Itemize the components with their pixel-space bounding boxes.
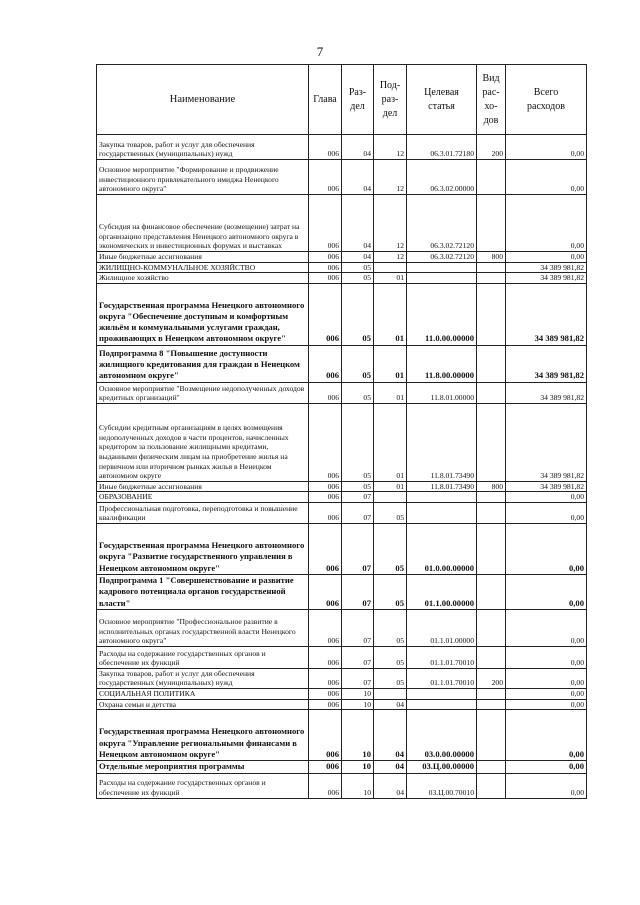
expense-type-cell: 800: [477, 481, 506, 492]
total-cell: 34 389 981,82: [506, 262, 587, 273]
target-cell: 11.8.01.73490: [407, 481, 477, 492]
section-cell: 07: [342, 668, 374, 688]
target-cell: [407, 262, 477, 273]
table-row: [97, 345, 587, 382]
chapter-cell: 006: [309, 710, 342, 761]
table-row: [97, 283, 587, 345]
target-cell: 03.0.00.00000: [407, 710, 477, 761]
expense-type-cell: [477, 523, 506, 574]
expense-type-cell: [477, 262, 506, 273]
section-cell: 07: [342, 609, 374, 646]
header-chapter: Глава: [309, 65, 342, 135]
expense-type-cell: [477, 492, 506, 503]
header-subsection: Под- раз- дел: [374, 65, 407, 135]
expense-type-cell: [477, 646, 506, 668]
section-cell: 07: [342, 502, 374, 523]
expense-type-cell: [477, 283, 506, 345]
chapter-cell: 006: [309, 345, 342, 382]
chapter-cell: 006: [309, 382, 342, 403]
name-cell: Государственная программа Ненецкого автономного округа "Управление региональными финансами в Ненецком автономном округе": [97, 710, 309, 761]
name-cell: Отдельные мероприятия программы: [97, 761, 309, 773]
total-cell: 0,00: [506, 609, 587, 646]
subsection-cell: 01: [374, 283, 407, 345]
section-cell: 07: [342, 523, 374, 574]
name-cell: Основное мероприятие "Формирование и продвижение инвестиционного привлекательного имиджа Ненецкого автономного округа": [97, 160, 309, 195]
name-cell: Государственная программа Ненецкого автономного округа "Развитие государственного управления в Ненецком автономном округе": [97, 523, 309, 574]
target-cell: 11.8.01.00000: [407, 382, 477, 403]
target-cell: 01.0.00.00000: [407, 523, 477, 574]
chapter-cell: 006: [309, 502, 342, 523]
subsection-cell: 05: [374, 609, 407, 646]
name-cell: Субсидии кредитным организациям в целях возмещения недополученных доходов в части процентов, начисленных кредитором за пользование жилищными кредитами, выданными физическим лицам на приобретение жилья на первичном или вторичном рынках жилья в Ненецком автономном округе: [97, 403, 309, 481]
chapter-cell: 006: [309, 252, 342, 263]
name-cell: ОБРАЗОВАНИЕ: [97, 492, 309, 503]
name-cell: ЖИЛИЩНО-КОММУНАЛЬНОЕ ХОЗЯЙСТВО: [97, 262, 309, 273]
table-row: [97, 646, 587, 668]
expense-type-cell: [477, 574, 506, 609]
expense-type-cell: [477, 160, 506, 195]
section-cell: 05: [342, 382, 374, 403]
subsection-cell: 04: [374, 761, 407, 773]
subsection-cell: 01: [374, 382, 407, 403]
table-row: [97, 262, 587, 273]
expense-type-cell: [477, 689, 506, 700]
expense-type-cell: [477, 609, 506, 646]
expense-type-cell: [477, 761, 506, 773]
subsection-cell: 12: [374, 135, 407, 160]
name-cell: Расходы на содержание государственных органов и обеспечение их функций: [97, 646, 309, 668]
name-cell: Основное мероприятие "Профессиональное развитие в исполнительных органах государственной власти Ненецкого автономного округа": [97, 609, 309, 646]
subsection-cell: 04: [374, 773, 407, 798]
table-row: [97, 523, 587, 574]
subsection-cell: 01: [374, 273, 407, 284]
header-expense-type: Вид рас- хо- дов: [477, 65, 506, 135]
expense-type-cell: [477, 195, 506, 252]
expense-type-cell: [477, 699, 506, 710]
target-cell: 06.3.02.72120: [407, 195, 477, 252]
chapter-cell: 006: [309, 195, 342, 252]
name-cell: Государственная программа Ненецкого автономного округа "Обеспечение доступным и комфортным жильём и коммунальными услугами граждан, проживающих в Ненецком автономном округе": [97, 283, 309, 345]
chapter-cell: 006: [309, 403, 342, 481]
section-cell: 05: [342, 283, 374, 345]
section-cell: 04: [342, 135, 374, 160]
target-cell: [407, 273, 477, 284]
section-cell: 05: [342, 262, 374, 273]
chapter-cell: 006: [309, 574, 342, 609]
subsection-cell: 05: [374, 668, 407, 688]
chapter-cell: 006: [309, 689, 342, 700]
section-cell: 05: [342, 403, 374, 481]
expense-type-cell: [477, 773, 506, 798]
total-cell: 0,00: [506, 689, 587, 700]
subsection-cell: 05: [374, 646, 407, 668]
total-cell: 0,00: [506, 761, 587, 773]
expense-type-cell: [477, 403, 506, 481]
table-body: [97, 135, 587, 799]
chapter-cell: 006: [309, 273, 342, 284]
target-cell: 01.1.01.70010: [407, 646, 477, 668]
chapter-cell: 006: [309, 668, 342, 688]
section-cell: 07: [342, 492, 374, 503]
table-row: [97, 195, 587, 252]
target-cell: [407, 699, 477, 710]
subsection-cell: 05: [374, 574, 407, 609]
total-cell: 0,00: [506, 574, 587, 609]
section-cell: 10: [342, 710, 374, 761]
subsection-cell: [374, 262, 407, 273]
total-cell: 0,00: [506, 492, 587, 503]
target-cell: 11.8.01.73490: [407, 403, 477, 481]
table-row: [97, 492, 587, 503]
target-cell: 01.1.00.00000: [407, 574, 477, 609]
section-cell: 04: [342, 160, 374, 195]
subsection-cell: 12: [374, 195, 407, 252]
subsection-cell: 04: [374, 699, 407, 710]
subsection-cell: 12: [374, 252, 407, 263]
total-cell: 34 389 981,82: [506, 345, 587, 382]
section-cell: 05: [342, 273, 374, 284]
table-row: [97, 710, 587, 761]
page-number: 7: [316, 44, 324, 59]
total-cell: 0,00: [506, 502, 587, 523]
total-cell: 0,00: [506, 160, 587, 195]
expense-type-cell: 200: [477, 135, 506, 160]
chapter-cell: 006: [309, 609, 342, 646]
table-row: [97, 403, 587, 481]
expense-type-cell: [477, 382, 506, 403]
subsection-cell: 01: [374, 345, 407, 382]
name-cell: Закупка товаров, работ и услуг для обеспечения государственных (муниципальных) нужд: [97, 668, 309, 688]
table-row: [97, 382, 587, 403]
total-cell: 0,00: [506, 252, 587, 263]
table-row: [97, 689, 587, 700]
section-cell: 10: [342, 689, 374, 700]
section-cell: 07: [342, 646, 374, 668]
section-cell: 05: [342, 481, 374, 492]
name-cell: Иные бюджетные ассигнования: [97, 481, 309, 492]
section-cell: 07: [342, 574, 374, 609]
table-row: [97, 609, 587, 646]
target-cell: 03.Ц.00.70010: [407, 773, 477, 798]
table-row: [97, 502, 587, 523]
name-cell: Профессиональная подготовка, переподготовка и повышение квалификации: [97, 502, 309, 523]
name-cell: Расходы на содержание государственных органов и обеспечение их функций: [97, 773, 309, 798]
table-row: [97, 160, 587, 195]
total-cell: 0,00: [506, 699, 587, 710]
total-cell: 34 389 981,82: [506, 273, 587, 284]
total-cell: 0,00: [506, 523, 587, 574]
table-row: [97, 135, 587, 160]
expense-type-cell: [477, 345, 506, 382]
subsection-cell: 01: [374, 403, 407, 481]
total-cell: 34 389 981,82: [506, 481, 587, 492]
chapter-cell: 006: [309, 492, 342, 503]
target-cell: [407, 502, 477, 523]
table-row: [97, 761, 587, 773]
subsection-cell: 05: [374, 523, 407, 574]
target-cell: 06.3.02.72120: [407, 252, 477, 263]
target-cell: 11.0.00.00000: [407, 283, 477, 345]
table-row: [97, 699, 587, 710]
name-cell: СОЦИАЛЬНАЯ ПОЛИТИКА: [97, 689, 309, 700]
chapter-cell: 006: [309, 523, 342, 574]
section-cell: 10: [342, 699, 374, 710]
table-row: [97, 252, 587, 263]
name-cell: Субсидия на финансовое обеспечение (возмещение) затрат на организацию представления Ненецкого автономного округа в экономических и инвестиционных форумах и выставках: [97, 195, 309, 252]
section-cell: 10: [342, 773, 374, 798]
expenditure-table: [96, 64, 587, 799]
total-cell: 0,00: [506, 773, 587, 798]
name-cell: Охрана семьи и детства: [97, 699, 309, 710]
section-cell: 05: [342, 345, 374, 382]
chapter-cell: 006: [309, 135, 342, 160]
target-cell: 01.1.01.70010: [407, 668, 477, 688]
chapter-cell: 006: [309, 761, 342, 773]
subsection-cell: 01: [374, 481, 407, 492]
name-cell: Жилищное хозяйство: [97, 273, 309, 284]
chapter-cell: 006: [309, 646, 342, 668]
section-cell: 04: [342, 252, 374, 263]
target-cell: [407, 689, 477, 700]
table-row: [97, 668, 587, 688]
total-cell: 34 389 981,82: [506, 283, 587, 345]
section-cell: 10: [342, 761, 374, 773]
target-cell: 03.Ц.00.00000: [407, 761, 477, 773]
total-cell: 0,00: [506, 135, 587, 160]
name-cell: Подпрограмма 8 "Повышение доступности жилищного кредитования для граждан в Ненецком автономном округе": [97, 345, 309, 382]
total-cell: 34 389 981,82: [506, 382, 587, 403]
table-row: [97, 481, 587, 492]
chapter-cell: 006: [309, 262, 342, 273]
subsection-cell: [374, 492, 407, 503]
table-row: [97, 574, 587, 609]
expense-type-cell: [477, 273, 506, 284]
expense-type-cell: 200: [477, 668, 506, 688]
expense-type-cell: [477, 710, 506, 761]
expense-type-cell: [477, 502, 506, 523]
total-cell: 0,00: [506, 195, 587, 252]
table-row: [97, 773, 587, 798]
total-cell: 0,00: [506, 646, 587, 668]
subsection-cell: 12: [374, 160, 407, 195]
subsection-cell: [374, 689, 407, 700]
name-cell: Основное мероприятие "Возмещение недополученных доходов кредитных организаций": [97, 382, 309, 403]
total-cell: 0,00: [506, 710, 587, 761]
table-header: [97, 65, 587, 135]
table-row: [97, 273, 587, 284]
header-target: Целевая статья: [407, 65, 477, 135]
name-cell: Закупка товаров, работ и услуг для обеспечения государственных (муниципальных) нужд: [97, 135, 309, 160]
header-name: Наименование: [97, 65, 309, 135]
total-cell: 34 389 981,82: [506, 403, 587, 481]
target-cell: 01.1.01.00000: [407, 609, 477, 646]
header-section: Раз- дел: [342, 65, 374, 135]
total-cell: 0,00: [506, 668, 587, 688]
chapter-cell: 006: [309, 699, 342, 710]
name-cell: Иные бюджетные ассигнования: [97, 252, 309, 263]
chapter-cell: 006: [309, 160, 342, 195]
subsection-cell: 04: [374, 710, 407, 761]
header-total: Всего расходов: [506, 65, 587, 135]
name-cell: Подпрограмма 1 "Совершенствование и развитие кадрового потенциала органов государственной власти": [97, 574, 309, 609]
chapter-cell: 006: [309, 283, 342, 345]
target-cell: 11.8.00.00000: [407, 345, 477, 382]
section-cell: 04: [342, 195, 374, 252]
chapter-cell: 006: [309, 481, 342, 492]
target-cell: 06.3.02.00000: [407, 160, 477, 195]
subsection-cell: 05: [374, 502, 407, 523]
target-cell: 06.3.01.72180: [407, 135, 477, 160]
chapter-cell: 006: [309, 773, 342, 798]
target-cell: [407, 492, 477, 503]
expense-type-cell: 800: [477, 252, 506, 263]
